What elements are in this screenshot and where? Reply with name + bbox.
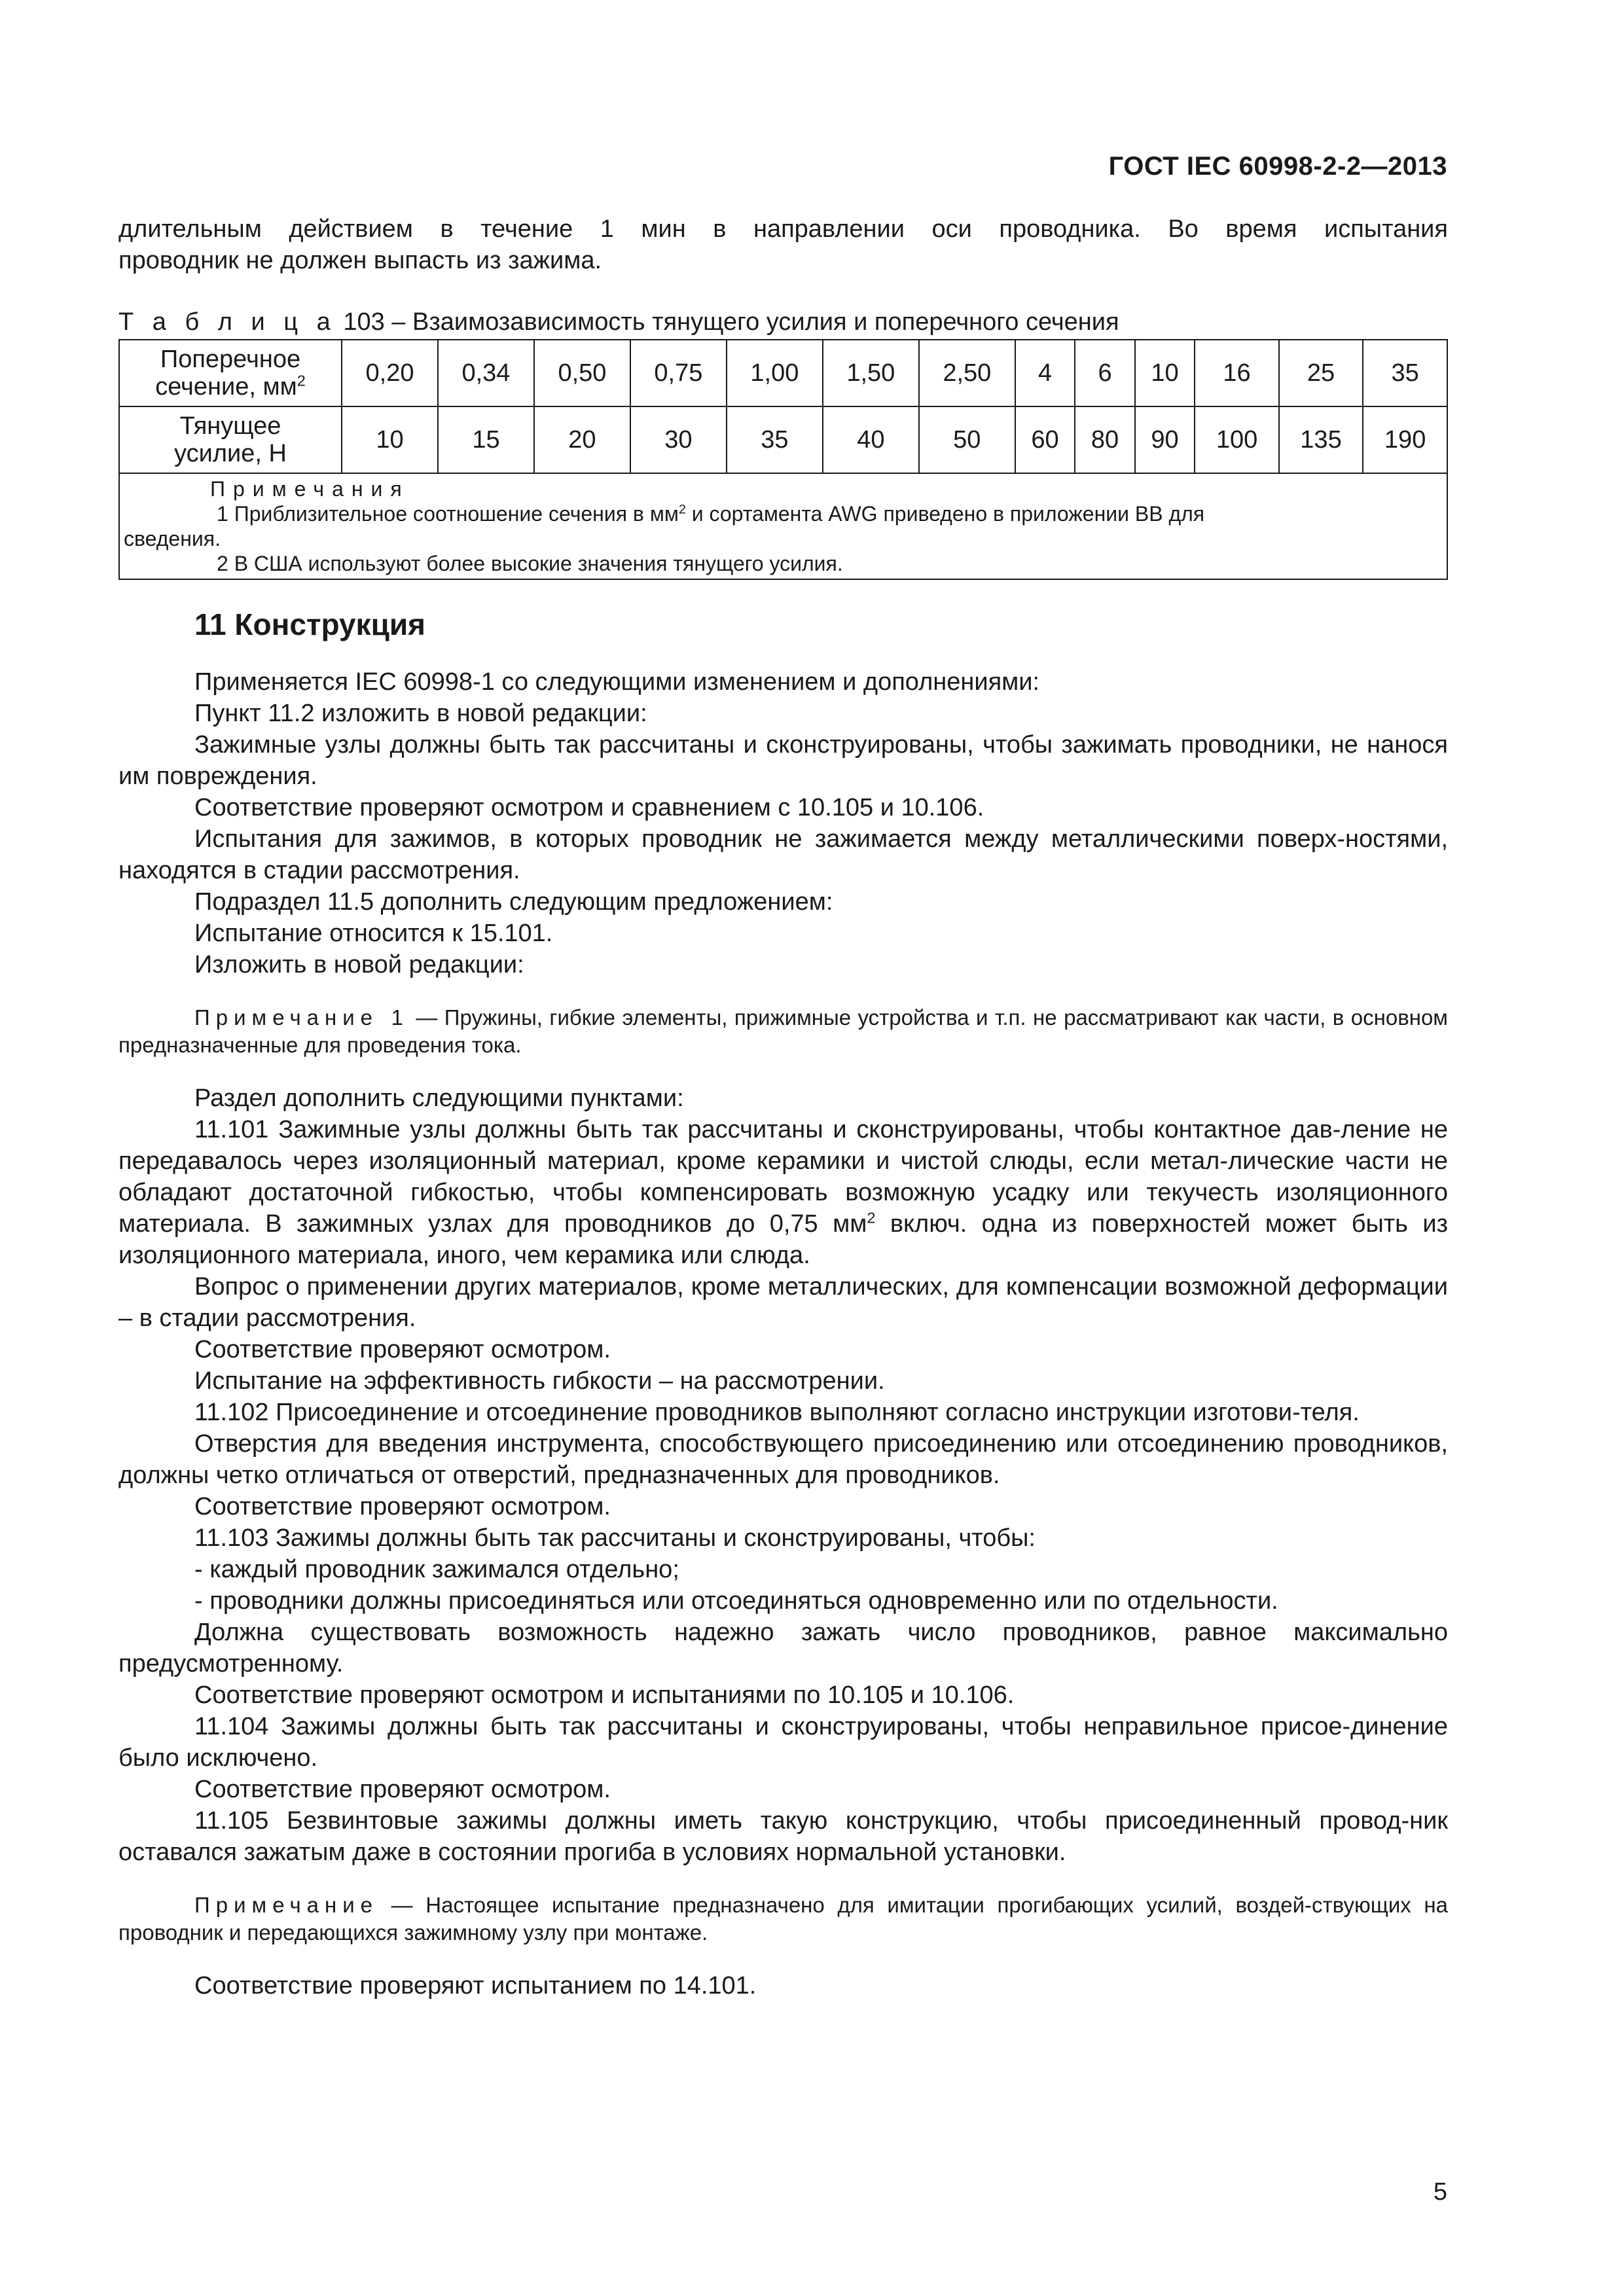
table-cell: 35 [727,406,823,473]
paragraph: 11.102 Присоединение и отсоединение проводников выполняют согласно инструкции изготови-теля. [194,1399,1360,1426]
page-content [118,213,1448,2001]
paragraph: Отверстия для введения инструмента, способствующего присоединению или отсоединению проводников, должны четко отличаться от отверстий, предназначенных для проводников. [118,1430,1448,1489]
paragraph: 11.105 Безвинтовые зажимы должны иметь такую конструкцию, чтобы присоединенный провод-ник оставался зажатым даже в состоянии прогиба в условиях нормальной установки. [118,1807,1448,1866]
table-cell: 135 [1279,406,1363,473]
table-cell: 50 [919,406,1015,473]
paragraph: Соответствие проверяют осмотром. [194,1493,611,1520]
note-2-text: — Настоящее испытание предназначено для имитации прогибающих усилий, воздей-ствующих на проводник и передающихся зажимному узлу при монтаже. [118,1893,1448,1945]
table-row-cross-section [119,340,1447,406]
table-cell: 0,20 [342,340,438,406]
paragraph: Подраздел 11.5 дополнить следующим предложением: [194,888,833,916]
intro-line-1: длительным действием в течение 1 мин в направлении оси проводника. Во время испытания [118,215,1448,243]
intro-line-2: проводник не должен выпасть из зажима. [118,247,602,274]
table-note-1: 1 Приблизительное соотношение сечения в $мм^2$ и сортамента AWG приведено в приложении ВВ для [217,502,1205,526]
row-header-pulling-force: Тянущее усилие, Н [119,406,342,473]
table-cell: 0,50 [534,340,630,406]
paragraph: Испытание относится к 15.101. [194,920,553,947]
note-2 [118,1892,1448,1946]
table-cell: 10 [342,406,438,473]
table-notes-title: Примечания [210,477,410,501]
paragraph-11-101: 11.101 Зажимные узлы должны быть так рассчитаны и сконструированы, чтобы контактное дав-ление не передавалось через изоляционный материал, кроме керамики и чистой слюды, если метал-лические части не обладают достаточной гибкостью, чтобы компенсировать возможную усадку или текучесть изоляционного материала. В зажимных узлах для проводников до 0,75 $мм^2$ включ. одна из поверхностей может быть из изоляционного материала, иного, чем керамика или слюда. [118,1116,1449,1269]
table-note-1-cont: сведения. [124,527,221,550]
table-notes [119,473,1447,579]
table-cell: 190 [1363,406,1447,473]
table-cell: 90 [1135,406,1195,473]
row-header-cross-section: Поперечное сечение, $мм^2$ [119,340,342,406]
table-cell: 60 [1015,406,1075,473]
table-cell: 15 [438,406,534,473]
table-cell: 4 [1015,340,1075,406]
paragraph: Изложить в новой редакции: [194,951,524,978]
table-row-notes [119,473,1447,579]
table-cell: 100 [1195,406,1278,473]
note-1-text: — Пружины, гибкие элементы, прижимные устройства и т.п. не рассматривают как части, в основном предназначенные для проведения тока. [118,1005,1448,1057]
table-cell: 35 [1363,340,1447,406]
table-cell: 10 [1135,340,1195,406]
note-1-label: Примечание 1 [194,1005,409,1030]
table-cell: 0,34 [438,340,534,406]
paragraph: Применяется IEC 60998-1 со следующими изменением и дополнениями: [194,668,1040,696]
list-item: - каждый проводник зажимался отдельно; [194,1556,679,1583]
section-title: 11 Конструкция [194,607,425,641]
table-cell: 2,50 [919,340,1015,406]
paragraph: Вопрос о применении других материалов, кроме металлических, для компенсации возможной деформации – в стадии рассмотрения. [118,1273,1448,1332]
note-1 [118,1004,1448,1059]
paragraph: 11.103 Зажимы должны быть так рассчитаны и сконструированы, чтобы: [194,1524,1036,1552]
paragraph: Соответствие проверяют осмотром. [194,1776,611,1803]
paragraph: Соответствие проверяют осмотром и испытаниями по 10.105 и 10.106. [194,1681,1015,1709]
table-cell: 80 [1075,406,1135,473]
table-caption [118,308,1448,336]
paragraph: Пункт 11.2 изложить в новой редакции: [194,700,647,727]
table-note-2: 2 В США используют более высокие значения тянущего усилия. [217,552,843,575]
page-number: 5 [1433,2178,1447,2206]
paragraph: Должна существовать возможность надежно зажать число проводников, равное максимально предусмотренному. [118,1619,1448,1677]
table-cell: 1,50 [823,340,919,406]
table-cell: 1,00 [727,340,823,406]
table-cell: 6 [1075,340,1135,406]
table-caption-label: Т а б л и ц а [118,308,336,336]
table-caption-text: 103 – Взаимозависимость тянущего усилия и поперечного сечения [336,308,1119,336]
list-item: - проводники должны присоединяться или отсоединяться одновременно или по отдельности. [194,1587,1278,1615]
document-header: ГОСТ IEC 60998-2-2—2013 [1108,152,1447,181]
paragraph: Соответствие проверяют осмотром и сравнением с 10.105 и 10.106. [194,794,984,821]
table-cell: 30 [630,406,727,473]
table-cell: 16 [1195,340,1278,406]
paragraph: Испытание на эффективность гибкости – на рассмотрении. [194,1367,885,1395]
table-cell: 0,75 [630,340,727,406]
table-cell: 25 [1279,340,1363,406]
note-2-label: Примечание [194,1893,379,1917]
paragraph: 11.104 Зажимы должны быть так рассчитаны и сконструированы, чтобы неправильное присое-динение было исключено. [118,1713,1448,1772]
table-103 [118,339,1448,580]
paragraph: Соответствие проверяют испытанием по 14.101. [194,1972,757,2000]
paragraph: Зажимные узлы должны быть так рассчитаны и сконструированы, чтобы зажимать проводники, не нанося им повреждения. [118,731,1448,790]
paragraph: Соответствие проверяют осмотром. [194,1336,611,1363]
table-row-pulling-force [119,406,1447,473]
table-cell: 40 [823,406,919,473]
paragraph: Раздел дополнить следующими пунктами: [194,1085,684,1112]
paragraph: Испытания для зажимов, в которых проводник не зажимается между металлическими поверх-ностями, находятся в стадии рассмотрения. [118,825,1448,884]
table-cell: 20 [534,406,630,473]
